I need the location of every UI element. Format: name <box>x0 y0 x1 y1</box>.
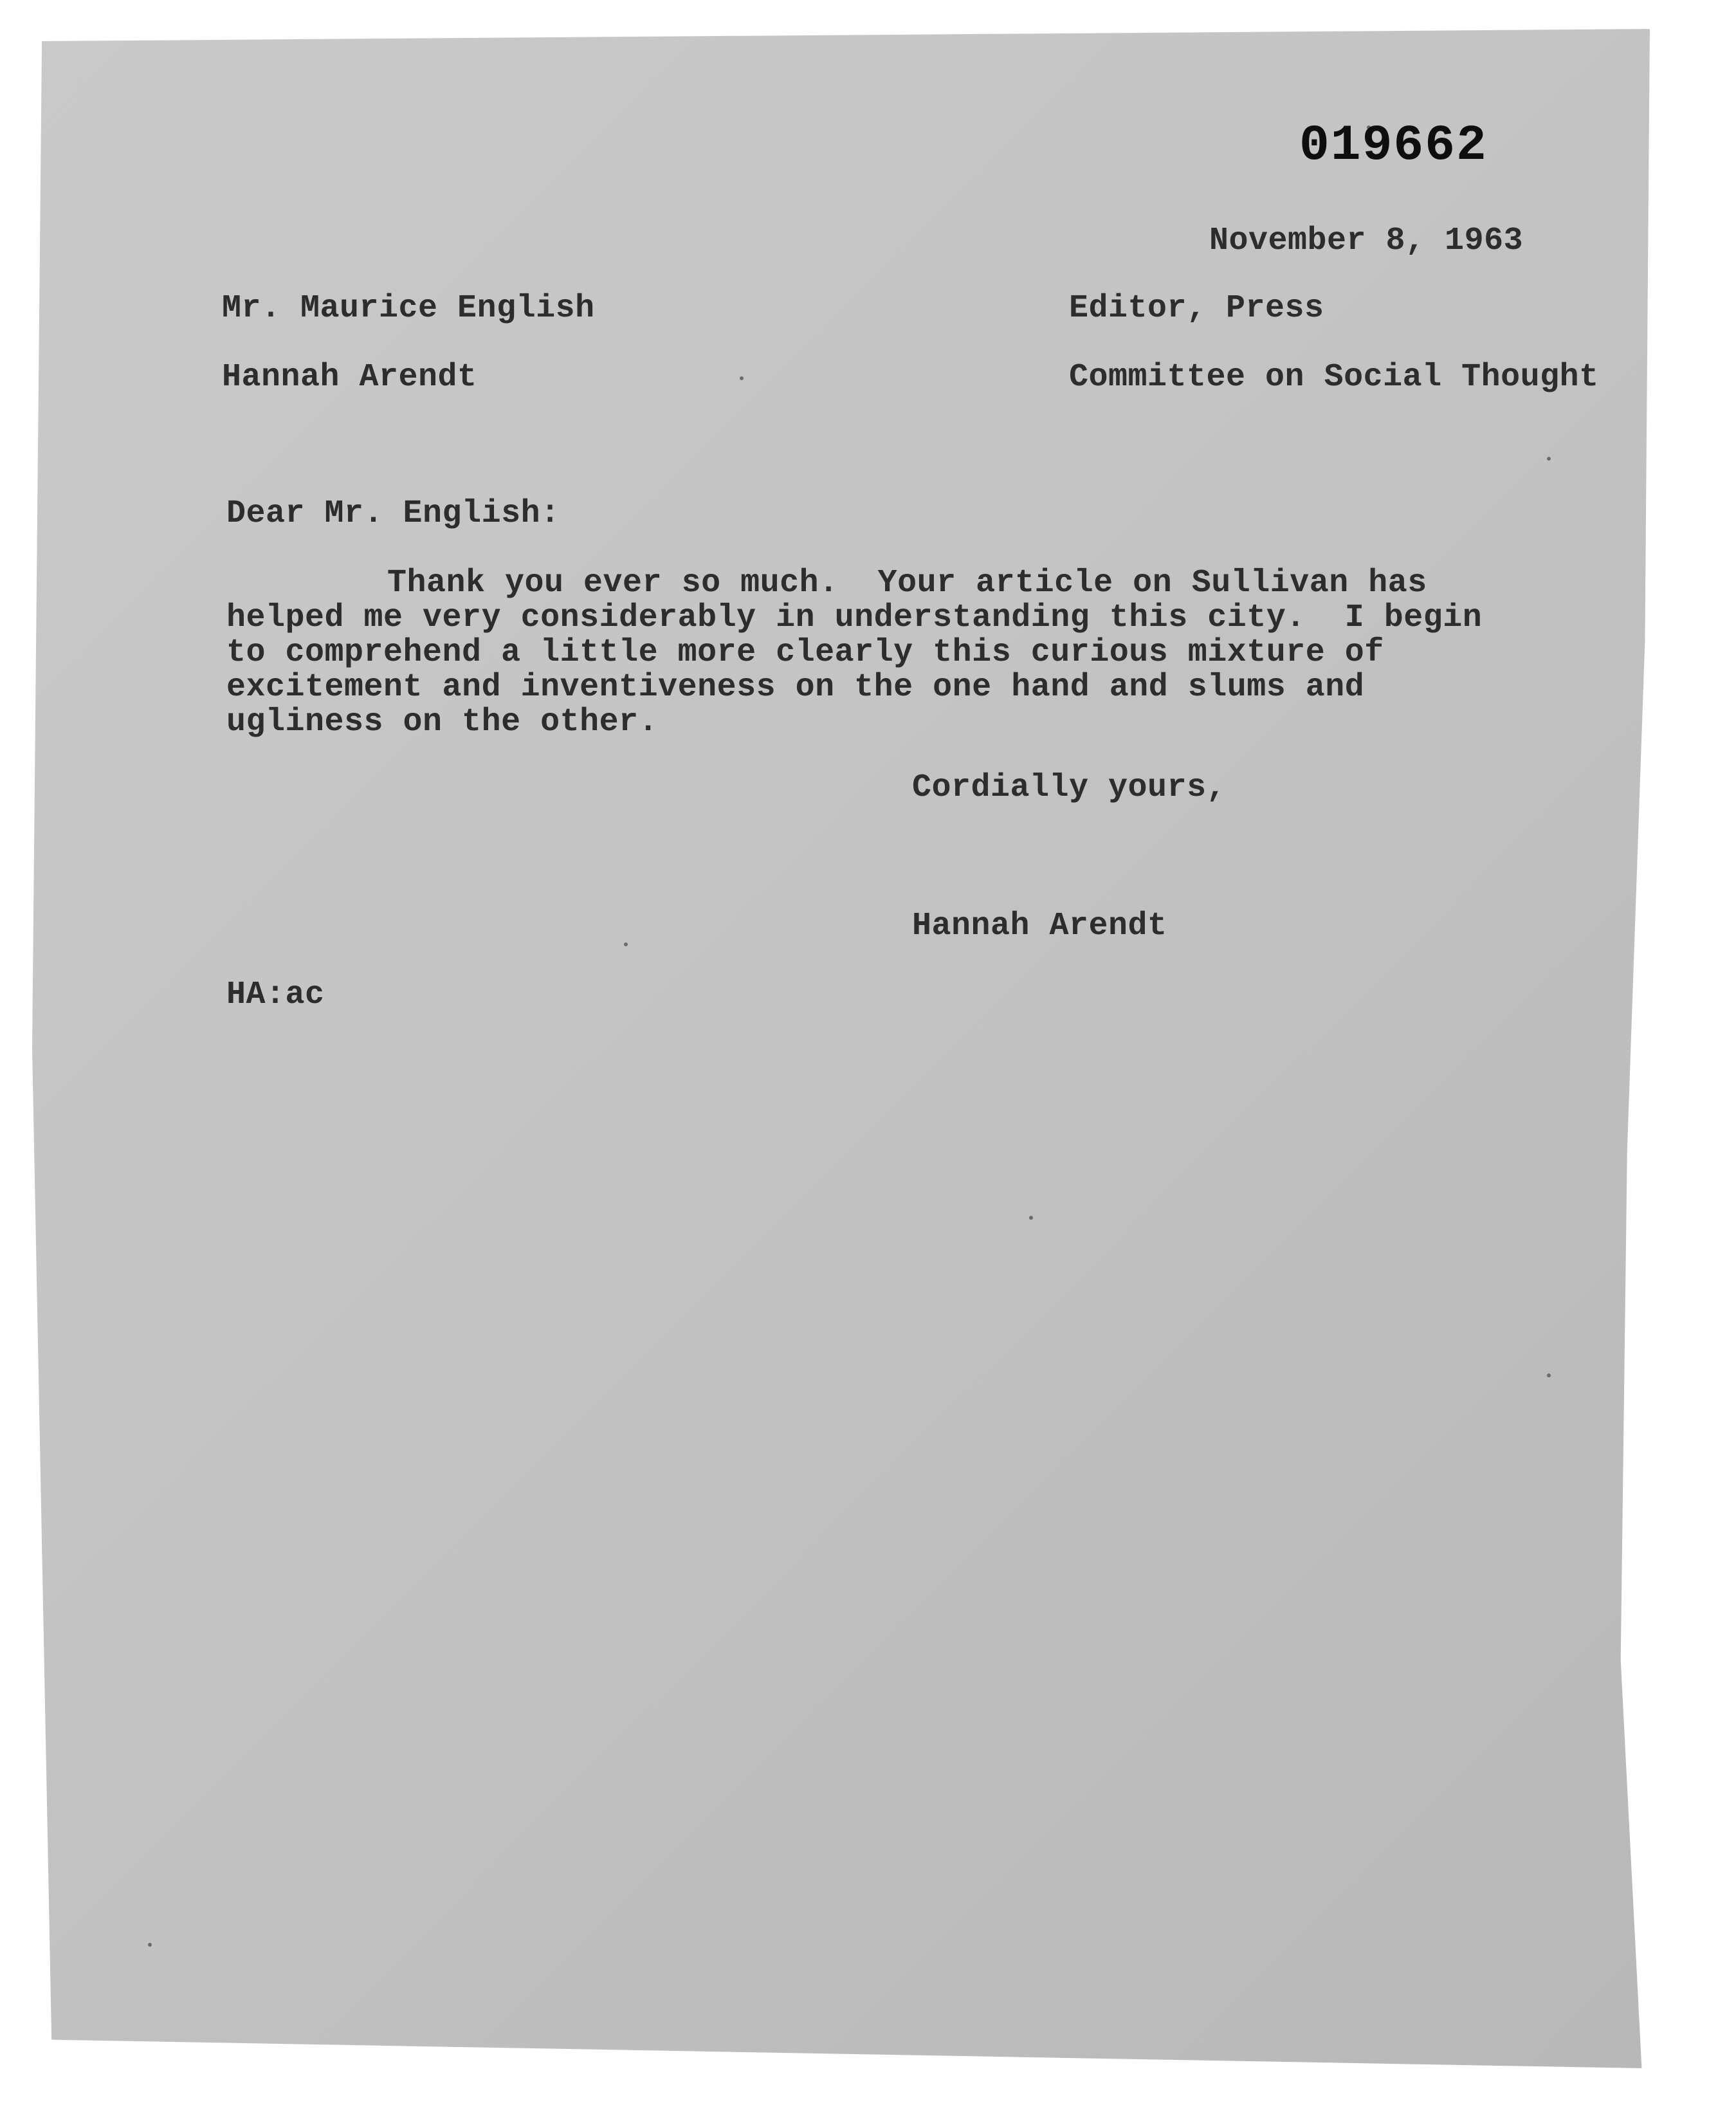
body-line: ugliness on the other. <box>226 704 659 740</box>
file-number: 019662 <box>1299 118 1488 174</box>
paper-speck <box>1547 457 1551 461</box>
body-line: Thank you ever so much. Your article on Sullivan has <box>387 565 1427 601</box>
paper-speck <box>148 1943 152 1947</box>
letter-sheet <box>32 29 1650 2068</box>
signature-name: Hannah Arendt <box>912 908 1167 944</box>
paper-speck <box>740 376 744 380</box>
paper-speck <box>624 942 628 946</box>
salutation: Dear Mr. English: <box>226 495 560 532</box>
letter-body <box>226 566 1482 740</box>
letter-date: November 8, 1963 <box>1209 223 1524 259</box>
reference-initials: HA:ac <box>226 977 325 1013</box>
paper-speck <box>1029 1216 1033 1220</box>
recipient-name: Mr. Maurice English <box>222 290 595 327</box>
recipient-title: Editor, Press <box>1069 290 1324 327</box>
body-line: to comprehend a little more clearly this curious mixture of <box>226 634 1384 671</box>
sender-affiliation: Committee on Social Thought <box>1069 359 1599 396</box>
paper-speck <box>1547 1373 1551 1377</box>
body-line: excitement and inventiveness on the one hand and slums and <box>226 669 1365 706</box>
sender-name: Hannah Arendt <box>222 359 477 396</box>
closing: Cordially yours, <box>912 769 1227 806</box>
body-line: helped me very considerably in understanding this city. I begin <box>226 600 1483 636</box>
